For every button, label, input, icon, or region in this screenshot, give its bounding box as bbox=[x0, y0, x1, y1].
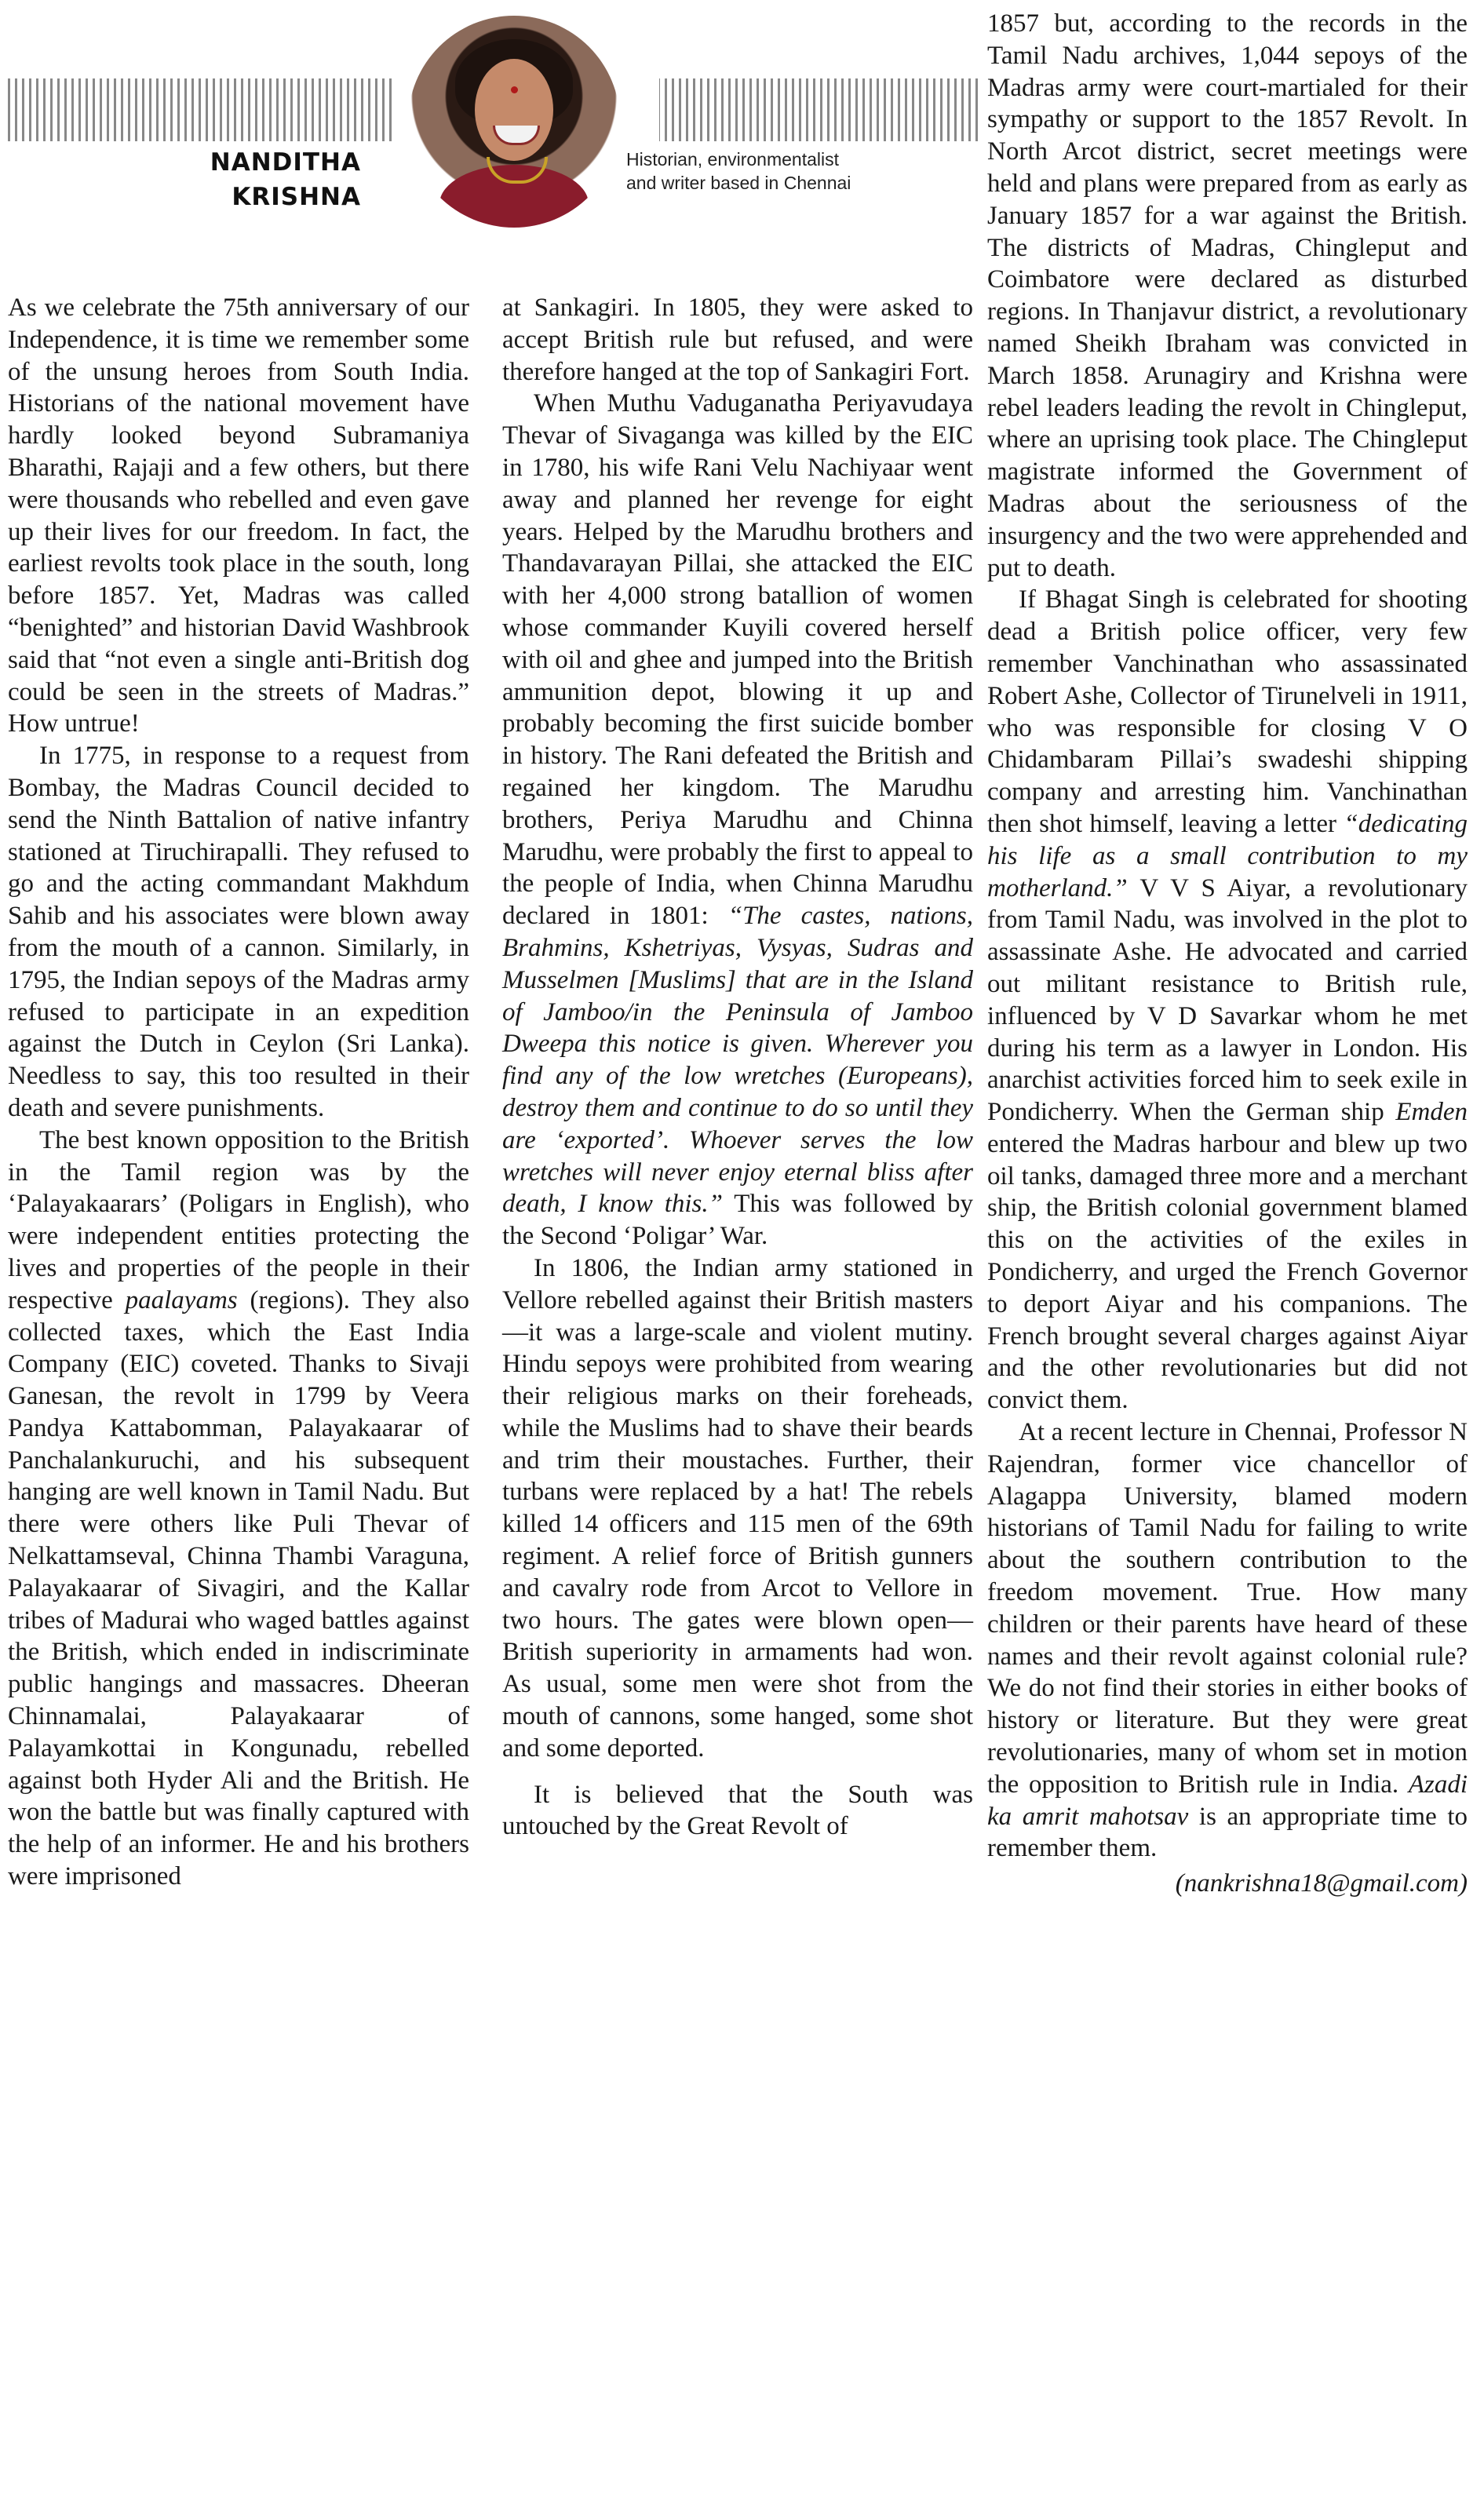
paragraph: As we celebrate the 75th anniversary of our Independence, it is time we remember some of the unsung heroes from South India. Historians of the national movement have hardly looked beyond Subramaniya Bharathi, Rajaji and a few others, but there were thousands who rebelled and even gave up their lives for our freedom. In fact, the earliest revolts took place in the south, long before 1857. Yet, Madras was called “benighted” and historian David Washbrook said that “not even a single anti-British dog could be seen in the streets of Madras.” How untrue! bbox=[8, 293, 469, 738]
byline-header bbox=[0, 0, 989, 235]
paragraph: When Muthu Vaduganatha Periyavudaya Thevar of Sivaganga was killed by the EIC in 1780, his wife Rani Velu Nachiyaar went away and planned her revenge for eight years. Helped by the Marudhu brothers and Thandavarayan Pillai, she attacked the EIC with her 4,000 strong batallion of women whose commander Kuyili covered herself with oil and ghee and jumped into the British ammunition depot, blowing it up and probably becoming the first suicide bomber in history. The Rani defeated the British and regained her kingdom. The Marudhu brothers, Periya Marudhu and Chinna Marudhu, were probably the first to appeal to the people of India, when Chinna Marudhu declared in 1801: “The castes, nations, Brahmins, Kshetriyas, Vysyas, Sudras and Musselmen [Muslims] that are in the Island of Jamboo/in the Peninsula of Jamboo Dweepa this notice is given. Wherever you find any of the low wretches (Europeans), destroy them and continue to do so until they are ‘exported’. Whoever serves the low wretches will never enjoy eternal bliss after death, I know this.” This was followed by the Second ‘Poligar’ War. bbox=[502, 389, 973, 1251]
paragraph: In 1775, in response to a request from Bombay, the Madras Council decided to send the Ninth Battalion of native infantry stationed at Tiruchirapalli. They refused to go and the acting commandant Makhdum Sahib and his associates were blown away from the mouth of a cannon. Similarly, in 1795, the Indian sepoys of the Madras army refused to participate in an expedition against the Dutch in Ceylon (Sri Lanka). Needless to say, this too resulted in their death and severe punishments. bbox=[8, 742, 469, 1122]
ship-name: Emden bbox=[1395, 1098, 1468, 1127]
italic-term: paalayams bbox=[125, 1285, 238, 1314]
paragraph: In 1806, the Indian army stationed in Vellore rebelled against their British masters—it was a large-scale and violent mutiny. Hindu sepoys were prohibited from wearing their religious marks on their foreheads, while the Muslims had to shave their beards and trim their moustaches. Further, their turbans were replaced by a hat! The rebels killed 14 officers and 115 men of the 69th regiment. A relief force of British gunners and cavalry rode from Arcot to Vellore in two hours. The gates were blown open—British superiority in armaments had won. As usual, some men were shot from the mouth of cannons, some hanged, some shot and some deported. bbox=[502, 1253, 973, 1763]
italic-term: Azadi ka amrit mahotsav bbox=[987, 1770, 1468, 1831]
article-column-3 bbox=[987, 8, 1468, 1900]
marudhu-quote: “The castes, nations, Brahmins, Kshetriyas, Vysyas, Sudras and Musselmen [Muslims] that are in the Island of Jamboo/in the Peninsula of Jamboo Dweepa this notice is given. Wherever you find any of the low wretches (Europeans), destroy them and continue to do so until they are ‘exported’. Whoever serves the low wretches will never enjoy eternal bliss after death, I know this.” bbox=[502, 902, 973, 1219]
author-name: NANDITHA KRISHNA bbox=[210, 148, 361, 211]
author-email: (nankrishna18@gmail.com) bbox=[1175, 1869, 1468, 1898]
article-column-1 bbox=[8, 292, 469, 1893]
paragraph: If Bhagat Singh is celebrated for shooting dead a British police officer, very few remember Vanchinathan who assassinated Robert Ashe, Collector of Tirunelveli in 1911, who was responsible for closing V O Chidambaram Pillai’s swadeshi shipping company and arresting him. Vanchinathan then shot himself, leaving a letter “dedicating his life as a small contribution to my motherland.” V V S Aiyar, a revolutionary from Tamil Nadu, was involved in the plot to assassinate Ashe. He advocated and carried out militant resistance to British rule, influenced by V D Savarkar whom he met during his term as a lawyer in London. His anarchist activities forced him to seek exile in Pondicherry. When the German ship Emden entered the Madras harbour and blew up two oil tanks, damaged three more and a merchant ship, the British colonial government blamed this on the activities of the exiles in Pondicherry, and urged the French Governor to deport Aiyar and his companions. The French brought several charges against Aiyar and the other revolutionaries but did not convict them. bbox=[987, 585, 1468, 1415]
paragraph: 1857 but, according to the records in the Tamil Nadu archives, 1,044 sepoys of the Madras army were court-martialed for their sympathy or support to the 1857 Revolt. In North Arcot district, secret meetings were held and plans were prepared from as early as January 1857 for a war against the British. The districts of Madras, Chingleput and Coimbatore were declared as disturbed regions. In Thanjavur district, a revolutionary named Sheikh Ibraham was convicted in March 1858. Arunagiry and Krishna were rebel leaders leading the revolt in Chingleput, where an uprising took place. The Chingleput magistrate informed the Government of Madras about the seriousness of the insurgency and the two were apprehended and put to death. bbox=[987, 9, 1468, 582]
paragraph: It is believed that the South was untouched by the Great Revolt of bbox=[502, 1780, 973, 1841]
author-portrait bbox=[408, 16, 620, 228]
paragraph: at Sankagiri. In 1805, they were asked to accept British rule but refused, and were therefore hanged at the top of Sankagiri Fort. bbox=[502, 293, 973, 386]
article-column-2 bbox=[502, 292, 973, 1843]
author-description: Historian, environmentalist and writer based in Chennai bbox=[626, 149, 851, 193]
paragraph: At a recent lecture in Chennai, Professor N Rajendran, former vice chancellor of Alagappa University, blamed modern historians of Tamil Nadu for failing to write about the southern contribution to the freedom movement. True. How many children or their parents have heard of these names and their revolt against colonial rule? We do not find their stories in either books of history or literature. But they were great revolutionaries, many of whom set in motion the opposition to British rule in India. Azadi ka amrit mahotsav is an appropriate time to remember them. bbox=[987, 1418, 1468, 1863]
paragraph: The best known opposition to the British in the Tamil region was by the ‘Palayakaarars’ (Poligars in English), who were independent entities protecting the lives and properties of the people in their respective paalayams (regions). They also collected taxes, which the East India Company (EIC) coveted. Thanks to Sivaji Ganesan, the revolt in 1799 by Veera Pandya Kattabomman, Palayakaarar of Panchalankuruchi, and his subsequent hanging are well known in Tamil Nadu. But there were others like Puli Thevar of Nelkattamseval, Chinna Thambi Varaguna, Palayakaarar of Sivagiri, and the Kallar tribes of Madurai who waged battles against the British, which ended in indiscriminate public hangings and massacres. Dheeran Chinnamalai, Palayakaarar of Palayamkottai in Kongunadu, rebelled against both Hyder Ali and the British. He won the battle but was finally captured with the help of an informer. He and his brothers were imprisoned bbox=[8, 1125, 469, 1891]
letter-quote: “dedicating his life as a small contribution to my motherland.” bbox=[987, 809, 1468, 902]
